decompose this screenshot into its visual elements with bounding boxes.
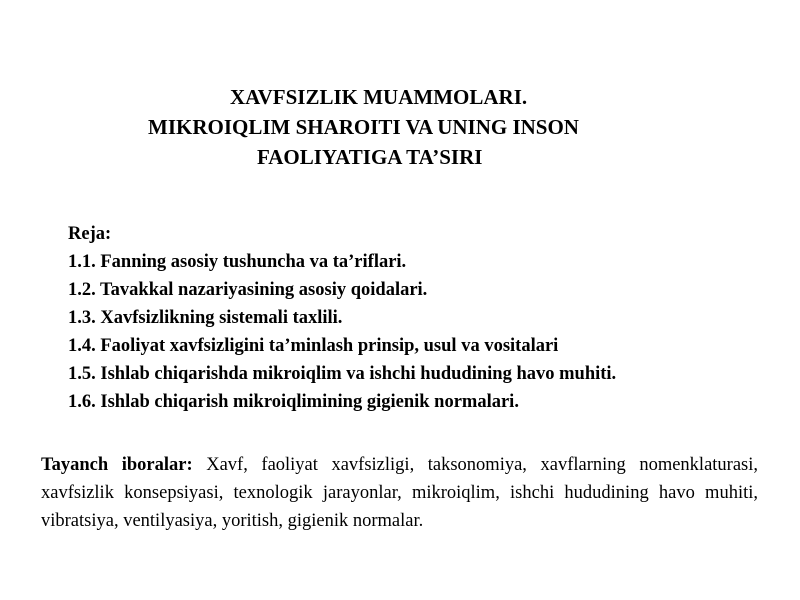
plan-heading: Reja: [68, 224, 112, 244]
keywords-label: Tayanch iboralar: [41, 455, 193, 475]
keywords-text: Xavf, faoliyat xavfsizligi, taksonomiya, xavflarning nomenklaturasi, xavfsizlik konsepsiyasi, texnologik jarayonlar, mikroiqlim, ishchi hududining havo muhiti, vibratsiya, ventilyasiya, yoritish, gigienik normalar. [41, 455, 759, 531]
title-line-3: FAOLIYATIGA TA’SIRI [257, 145, 483, 169]
plan-item-1-1: 1.1. Fanning asosiy tushuncha va ta’riflari. [68, 252, 407, 272]
keywords-paragraph [41, 451, 758, 535]
title-line-1: XAVFSIZLIK MUAMMOLARI. [230, 85, 528, 109]
plan-item-1-6: 1.6. Ishlab chiqarish mikroiqlimining gigienik normalari. [68, 392, 519, 412]
plan-item-1-2: 1.2. Tavakkal nazariyasining asosiy qoidalari. [68, 280, 428, 300]
plan-item-1-3: 1.3. Xavfsizlikning sistemali taxlili. [68, 308, 343, 328]
plan-item-1-4: 1.4. Faoliyat xavfsizligini ta’minlash prinsip, usul va vositalari [68, 336, 559, 356]
title-line-2: MIKROIQLIM SHAROITI VA UNING INSON [148, 115, 579, 139]
plan-section [68, 220, 616, 416]
plan-item-1-5: 1.5. Ishlab chiqarishda mikroiqlim va ishchi hududining havo muhiti. [68, 364, 617, 384]
